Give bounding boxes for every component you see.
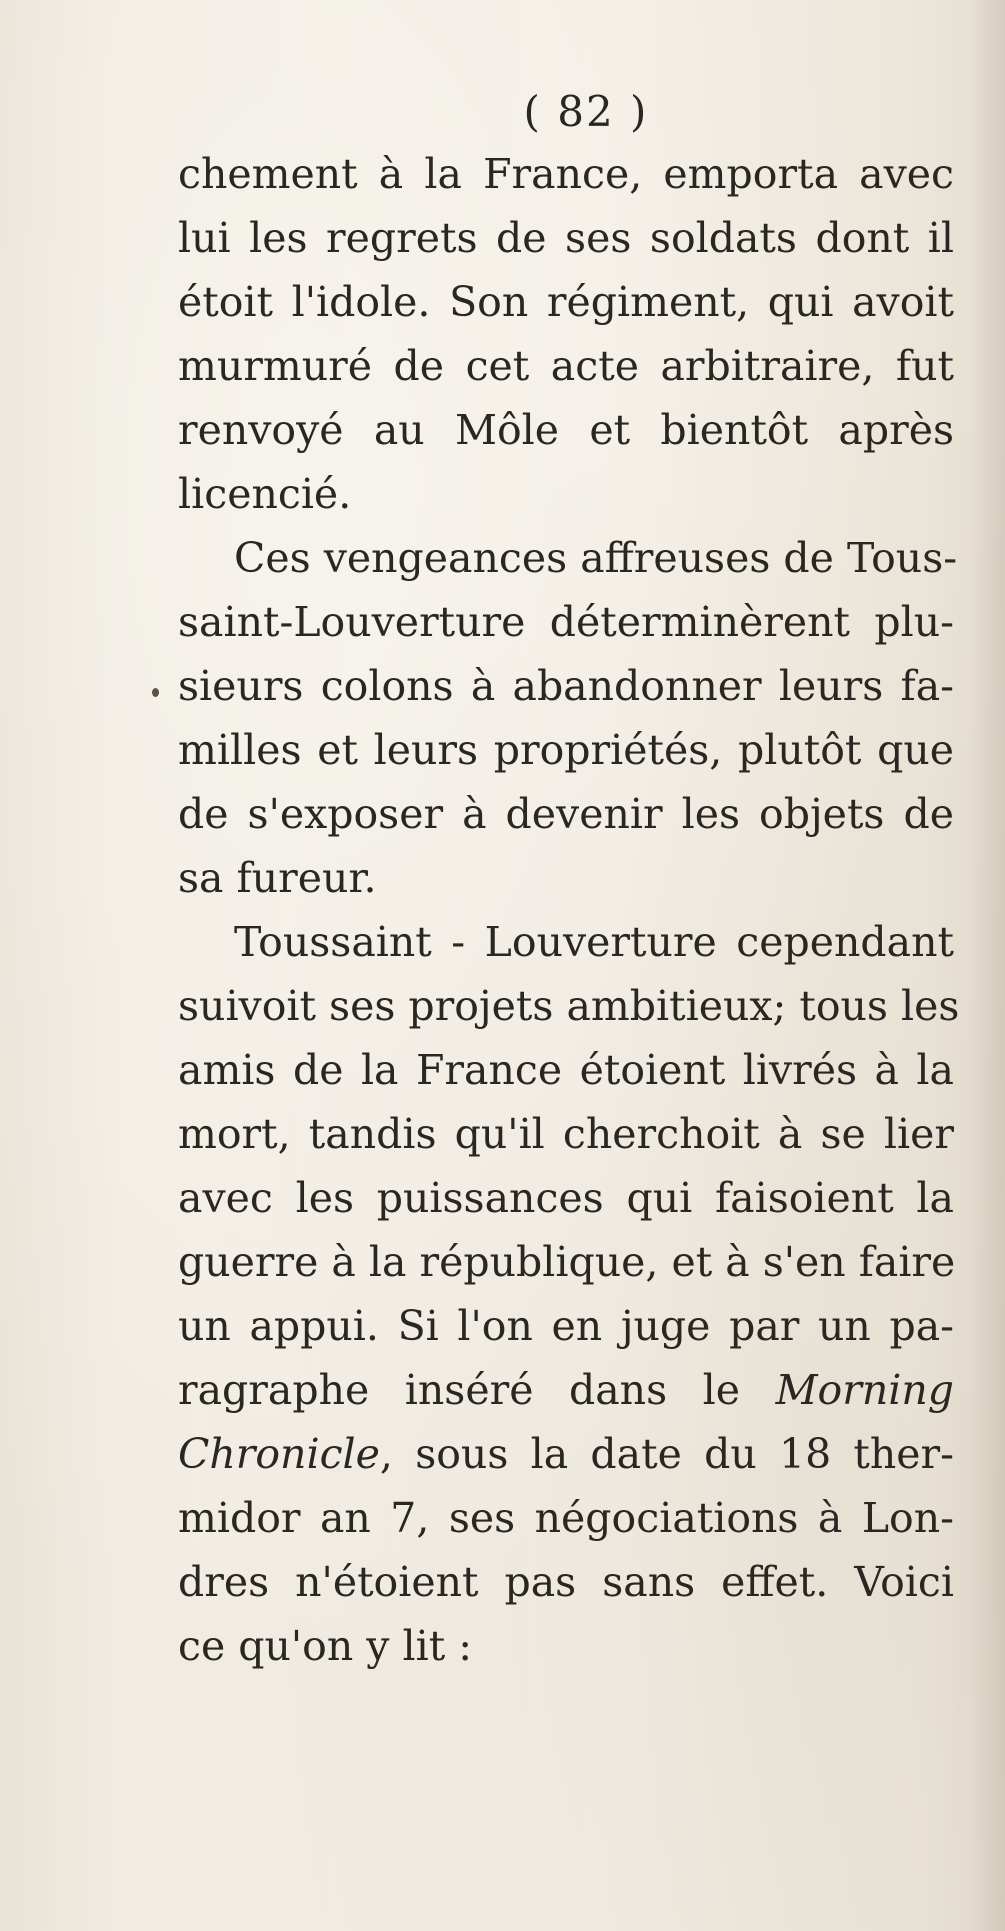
italic-title: Morning bbox=[775, 1366, 954, 1414]
text-line: lui les regrets de ses soldats dont il bbox=[178, 214, 954, 262]
text-line: mort, tandis qu'il cherchoit à se lier bbox=[178, 1110, 954, 1158]
text-segment: , sous la date du 18 ther- bbox=[379, 1430, 954, 1478]
text-line: avec les puissances qui faisoient la bbox=[178, 1174, 954, 1222]
ink-speck bbox=[152, 688, 159, 697]
text-line: saint-Louverture déterminèrent plu- bbox=[178, 598, 954, 646]
text-line: Ces vengeances affreuses de Tous- bbox=[234, 534, 958, 582]
text-line bbox=[178, 1358, 954, 1422]
page-number: ( 82 ) bbox=[523, 87, 649, 136]
text-line: suivoit ses projets ambitieux; tous les bbox=[178, 982, 960, 1030]
text-line: ce qu'on y lit : bbox=[178, 1622, 473, 1670]
text-segment: ragraphe inséré dans le bbox=[178, 1366, 776, 1414]
text-line: sieurs colons à abandonner leurs fa- bbox=[178, 662, 954, 710]
text-line: un appui. Si l'on en juge par un pa- bbox=[178, 1302, 954, 1350]
text-line: milles et leurs propriétés, plutôt que bbox=[178, 726, 954, 774]
text-line: murmuré de cet acte arbitraire, fut bbox=[178, 342, 954, 390]
text-line: dres n'étoient pas sans effet. Voici bbox=[178, 1558, 954, 1606]
italic-title: Chronicle bbox=[178, 1430, 380, 1478]
page-edge-shadow bbox=[971, 0, 1005, 1931]
text-line bbox=[178, 1422, 954, 1486]
text-block bbox=[178, 82, 960, 1678]
text-line: licencié. bbox=[178, 470, 352, 518]
text-line: guerre à la république, et à s'en faire bbox=[178, 1238, 956, 1286]
text-line: renvoyé au Môle et bientôt après bbox=[178, 406, 954, 454]
text-line: de s'exposer à devenir les objets de bbox=[178, 790, 954, 838]
text-line: amis de la France étoient livrés à la bbox=[178, 1046, 954, 1094]
text-line: chement à la France, emporta avec bbox=[178, 150, 954, 198]
text-line: midor an 7, ses négociations à Lon- bbox=[178, 1494, 954, 1542]
paragraphs bbox=[178, 142, 960, 1678]
text-line: sa fureur. bbox=[178, 854, 377, 902]
text-line: étoit l'idole. Son régiment, qui avoit bbox=[178, 278, 954, 326]
text-line: Toussaint - Louverture cependant bbox=[234, 918, 954, 966]
